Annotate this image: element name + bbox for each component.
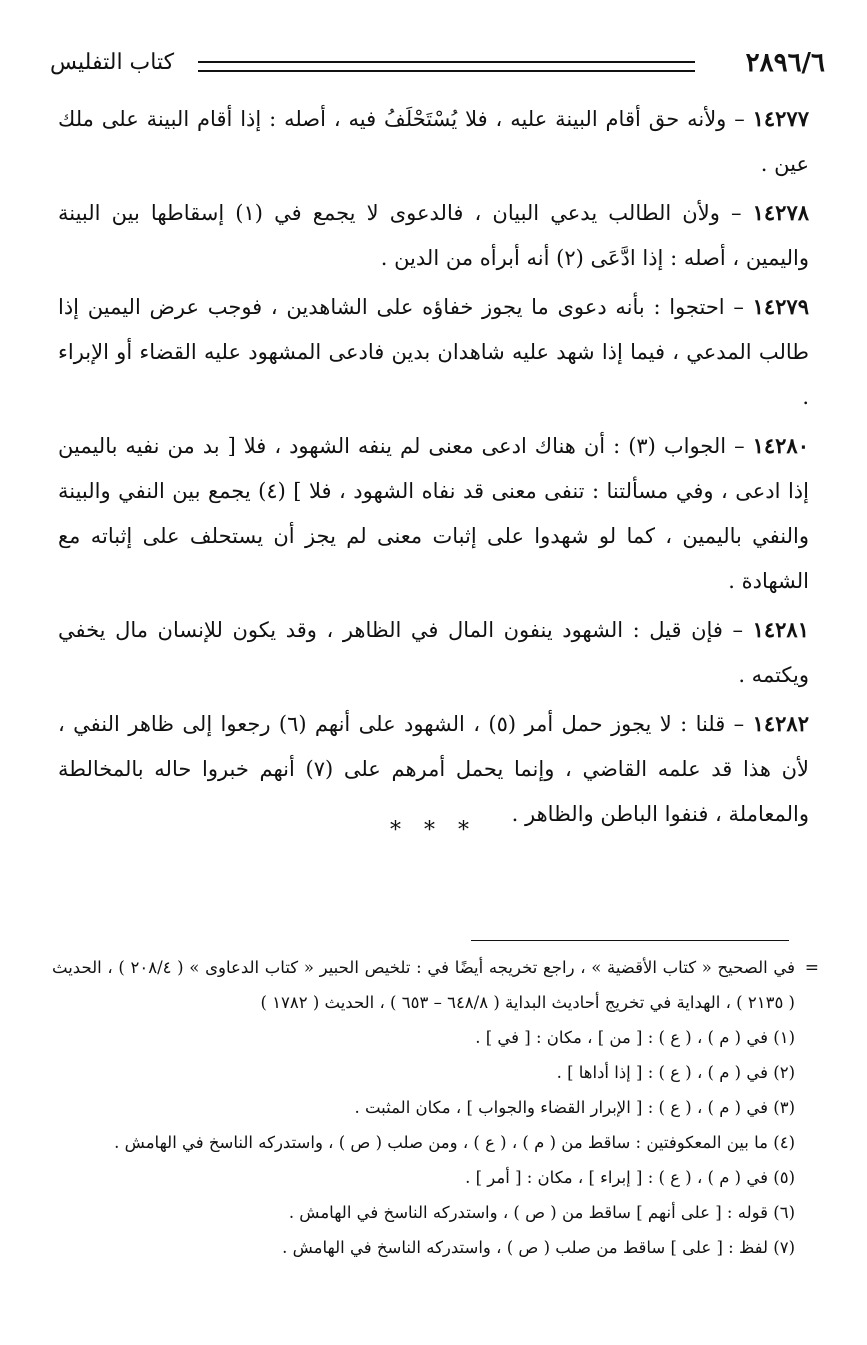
paragraph-number: ١٤٢٨٠ bbox=[752, 433, 809, 458]
footnote-continuation: في الصحيح « كتاب الأقضية » ، راجع تخريجه أيضًا في : تلخيص الحبير « كتاب الدعاوى » ( ٢٠٨/٤ ) ، الحديث ( ٢١٣٥ ) ، الهداية في تخريج أحاديث البداية ( ٦٤٨/٨ – ٦٥٣ ) ، الحديث ( ١٧٨٢ ) bbox=[52, 958, 795, 1012]
footnote: (٧) لفظ : [ على ] ساقط من صلب ( ص ) ، واستدركه الناسخ في الهامش . bbox=[282, 1238, 795, 1257]
paragraph bbox=[58, 701, 809, 837]
paragraph-number: ١٤٢٨٢ bbox=[752, 711, 809, 736]
page-number: ٢٨٩٦/٦ bbox=[745, 48, 825, 78]
footnote-continuation-marker: = bbox=[804, 958, 819, 978]
paragraph-number: ١٤٢٧٨ bbox=[752, 200, 810, 225]
book-title: كتاب التفليس bbox=[50, 50, 175, 75]
footnote: (٥) في ( م ) ، ( ع ) : [ إبراء ] ، مكان : [ أمر ] . bbox=[465, 1168, 795, 1187]
paragraph-text: – فإن قيل : الشهود ينفون المال في الظاهر ، وقد يكون للإنسان مال يخفي ويكتمه . bbox=[58, 618, 809, 687]
footnote: (٢) في ( م ) ، ( ع ) : [ إذا أداها ] . bbox=[556, 1063, 795, 1082]
paragraph bbox=[58, 423, 809, 604]
paragraph-number: ١٤٢٧٧ bbox=[752, 106, 809, 131]
footnotes bbox=[52, 950, 795, 1265]
paragraph-number: ١٤٢٧٩ bbox=[752, 294, 809, 319]
header-rule bbox=[198, 61, 695, 72]
paragraph-number: ١٤٢٨١ bbox=[752, 617, 809, 642]
paragraph bbox=[58, 96, 809, 187]
footnote: (٤) ما بين المعكوفتين : ساقط من ( م ) ، ( ع ) ، ومن صلب ( ص ) ، واستدركه الناسخ في الهامش . bbox=[114, 1133, 795, 1152]
footnote: (٣) في ( م ) ، ( ع ) : [ الإبرار القضاء والجواب ] ، مكان المثبت . bbox=[354, 1098, 795, 1117]
paragraph bbox=[58, 284, 809, 420]
paragraph-text: – احتجوا : بأنه دعوى ما يجوز خفاؤه على الشاهدين ، فوجب عرض اليمين إذا طالب المدعي ، فيما إذا شهد عليه شاهدان بدين فادعى المشهود عليه القضاء أو الإبراء . bbox=[58, 295, 809, 409]
footnote-rule bbox=[471, 940, 789, 941]
footnote: (١) في ( م ) ، ( ع ) : [ من ] ، مكان : [ في ] . bbox=[475, 1028, 795, 1047]
paragraph bbox=[58, 190, 809, 281]
footnote: (٦) قوله : [ على أنهم ] ساقط من ( ص ) ، واستدركه الناسخ في الهامش . bbox=[288, 1203, 795, 1222]
paragraph-text: – ولأنه حق أقام البينة عليه ، فلا يُسْتَحْلَفُ فيه ، أصله : إذا أقام البينة على ملك عين . bbox=[58, 107, 809, 176]
section-separator: * * * bbox=[390, 818, 477, 843]
paragraph-text: – الجواب (٣) : أن هناك ادعى معنى لم ينفه الشهود ، فلا [ بد من نفيه باليمين إذا ادعى ، وفي مسألتنا : تنفى معنى قد نفاه الشهود ، فلا ] (٤) يجمع بين النفي والبينة والنفي باليمين ، كما لو شهدوا على إثبات معنى لم يجز أن يستحلف على إثباته مع الشهادة . bbox=[58, 434, 809, 593]
paragraph bbox=[58, 607, 809, 698]
running-header bbox=[30, 40, 837, 88]
paragraph-text: – ولأن الطالب يدعي البيان ، فالدعوى لا يجمع في (١) إسقاطها بين البينة واليمين ، أصله : إذا ادَّعَى (٢) أنه أبرأه من الدين . bbox=[58, 201, 809, 270]
paragraph-text: – قلنا : لا يجوز حمل أمر (٥) ، الشهود على أنهم (٦) رجعوا إلى ظاهر النفي ، لأن هذا قد علمه القاضي ، وإنما يحمل أمرهم على (٧) أنهم خبروا حاله بالمخالطة والمعاملة ، فنفوا الباطن والظاهر . bbox=[58, 712, 809, 826]
main-text bbox=[58, 96, 809, 840]
